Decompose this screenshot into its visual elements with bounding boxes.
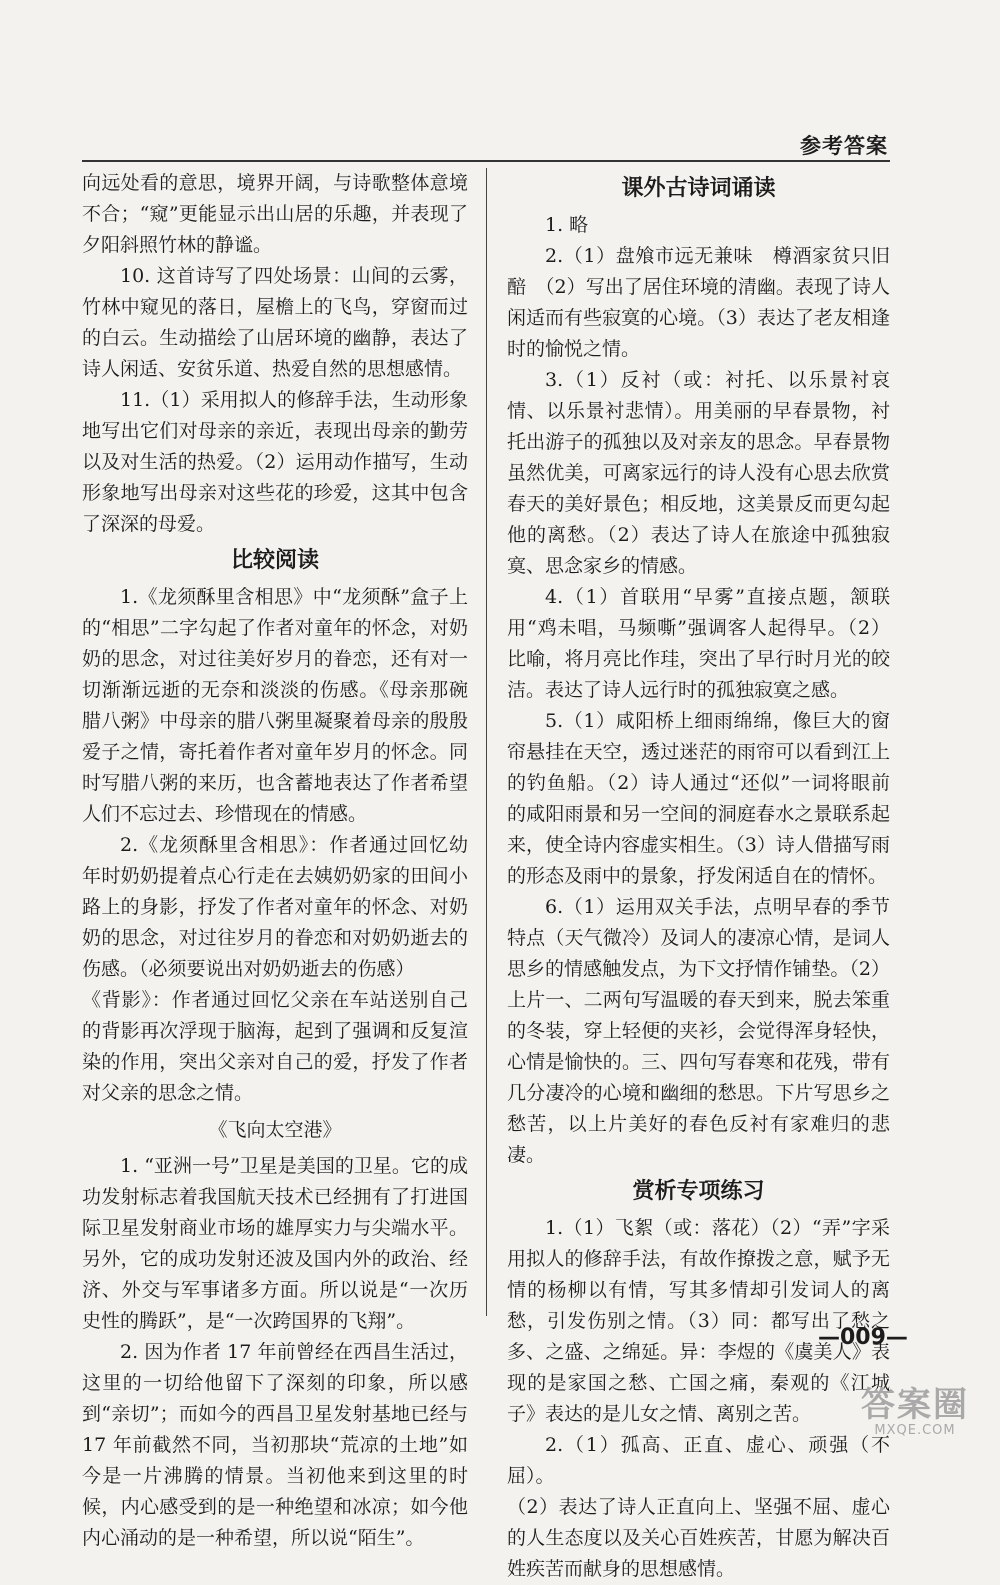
- subsection-title: 《飞向太空港》: [208, 1119, 342, 1141]
- answer-paragraph: 6.（1）运用双关手法，点明早春的季节特点（天气微冷）及词人的凄凉心情，是词人思乡的情感触发点，为下文抒情作铺垫。（2）上片一、二两句写温暖的春天到来，脱去笨重的冬装，穿上轻便的夹衫，会觉得浑身轻快，心情是愉快的。三、四句写春寒和花残，带有几分凄冷的心境和幽细的愁思。下片写思乡之愁苦，以上片美好的春色反衬有家难归的悲凄。: [507, 896, 890, 1166]
- answer-paragraph: 3.（1）反衬（或：衬托、以乐景衬哀情、以乐景衬悲情）。用美丽的早春景物，衬托出游子的孤独以及对亲友的思念。早春景物虽然优美，可离家远行的诗人没有心思去欣赏春天的美好景色；相反地，这美景反而更勾起他的离愁。（2）表达了诗人在旅途中孤独寂寞、思念家乡的情感。: [507, 369, 890, 577]
- section-title-poetry: 课外古诗词诵读: [621, 176, 776, 201]
- answer-paragraph: 5.（1）咸阳桥上细雨绵绵，像巨大的窗帘悬挂在天空，透过迷茫的雨帘可以看到江上的钓鱼船。（2）诗人通过“还似”一词将眼前的咸阳雨景和另一空间的洞庭春水之景联系起来，使全诗内容虚实相生。（3）诗人借描写雨的形态及雨中的景象，抒发闲适自在的情怀。: [507, 710, 890, 887]
- answer-paragraph: 向远处看的意思，境界开阔，与诗歌整体意境不合；“窥”更能显示出山居的乐趣，并表现了夕阳斜照竹林的静谧。: [82, 172, 468, 256]
- answer-paragraph: 1. 略: [545, 214, 589, 236]
- section-title-appreciation: 赏析专项练习: [632, 1179, 765, 1204]
- answer-paragraph: 10. 这首诗写了四处场景：山间的云雾，竹林中窥见的落日，屋檐上的飞鸟，穿窗而过的白云。生动描绘了山居环境的幽静，表达了诗人闲适、安贫乐道、热爱自然的思想感情。: [82, 265, 468, 380]
- answer-paragraph: 2.（1）孤高、正直、虚心、顽强（不屈）。: [507, 1434, 890, 1487]
- answer-paragraph: 2.（1）盘飧市远无兼味 樽酒家贫只旧醅 （2）写出了居住环境的清幽。表现了诗人闲适而有些寂寞的心境。（3）表达了老友相逢时的愉悦之情。: [507, 245, 890, 360]
- answer-paragraph: （2）表达了诗人正直向上、坚强不屈、虚心的人生态度以及关心百姓疾苦，甘愿为解决百姓疾苦而献身的思想感情。: [507, 1496, 890, 1580]
- right-column: [507, 168, 890, 1585]
- watermark-logo: [840, 1386, 990, 1442]
- watermark-logo-text: 答案圈: [861, 1385, 969, 1425]
- answer-paragraph: 11.（1）采用拟人的修辞手法，生动形象地写出它们对母亲的亲近，表现出母亲的勤劳以及对生活的热爱。（2）运用动作描写，生动形象地写出母亲对这些花的珍爱，这其中包含了深深的母爱。: [82, 389, 468, 535]
- answer-paragraph: 2.《龙须酥里含相思》：作者通过回忆幼年时奶奶提着点心行走在去姨奶奶家的田间小路上的身影，抒发了作者对童年的怀念、对奶奶的思念，对过往岁月的眷恋和对奶奶逝去的伤感。（必须要说出对奶奶逝去的伤感）: [82, 834, 468, 980]
- answer-paragraph: 2. 因为作者 17 年前曾经在西昌生活过，这里的一切给他留下了深刻的印象，所以感到“亲切”；而如今的西昌卫星发射基地已经与 17 年前截然不同，当初那块“荒凉的土地”如今是一片沸腾的情景。当初他来到这里的时候，内心感受到的是一种绝望和冰凉；如今他内心涌动的是一种希望，所以说“陌生”。: [82, 1341, 468, 1549]
- answer-paragraph: 4.（1）首联用“早雾”直接点题，颔联用“鸡未唱，马频嘶”强调客人起得早。（2）比喻，将月亮比作珪，突出了早行时月光的皎洁。表达了诗人远行时的孤独寂寞之感。: [507, 586, 890, 701]
- answer-paragraph: 《背影》：作者通过回忆父亲在车站送别自己的背影再次浮现于脑海，起到了强调和反复渲染的作用，突出父亲对自己的爱，抒发了作者对父亲的思念之情。: [82, 989, 468, 1104]
- left-column: [82, 168, 468, 1554]
- answer-paragraph: 1. “亚洲一号”卫星是美国的卫星。它的成功发射标志着我国航天技术已经拥有了打进国际卫星发射商业市场的雄厚实力与尖端水平。另外，它的成功发射还波及国内外的政治、经济、外交与军事诸多方面。所以说是“一次历史性的腾跃”，是“一次跨国界的飞翔”。: [82, 1155, 468, 1332]
- page-header-title: 参考答案: [800, 134, 888, 158]
- answer-paragraph: 1.《龙须酥里含相思》中“龙须酥”盒子上的“相思”二字勾起了作者对童年的怀念，对奶奶的思念，对过往美好岁月的眷恋，还有对一切渐渐远逝的无奈和淡淡的伤感。《母亲那碗腊八粥》中母亲的腊八粥里凝聚着母亲的殷殷爱子之情，寄托着作者对童年岁月的怀念。同时写腊八粥的来历，也含蓄地表达了作者希望人们不忘过去、珍惜现在的情感。: [82, 586, 468, 825]
- section-title-comparison: 比较阅读: [230, 548, 319, 573]
- header-rule: [82, 160, 890, 162]
- page-number: —009—: [818, 1325, 908, 1350]
- column-divider: [486, 168, 487, 1316]
- watermark-url: MXQE.COM: [874, 1423, 956, 1438]
- answer-paragraph: 1.（1）飞絮（或：落花）（2）“弄”字采用拟人的修辞手法，有故作撩拨之意，赋予无情的杨柳以有情，写其多情却引发词人的离愁，引发伤别之情。（3）同：都写出了愁之多、之盛、之绵延。异：李煜的《虞美人》表现的是家国之愁、亡国之痛，秦观的《江城子》表达的是儿女之情、离别之苦。: [507, 1217, 890, 1425]
